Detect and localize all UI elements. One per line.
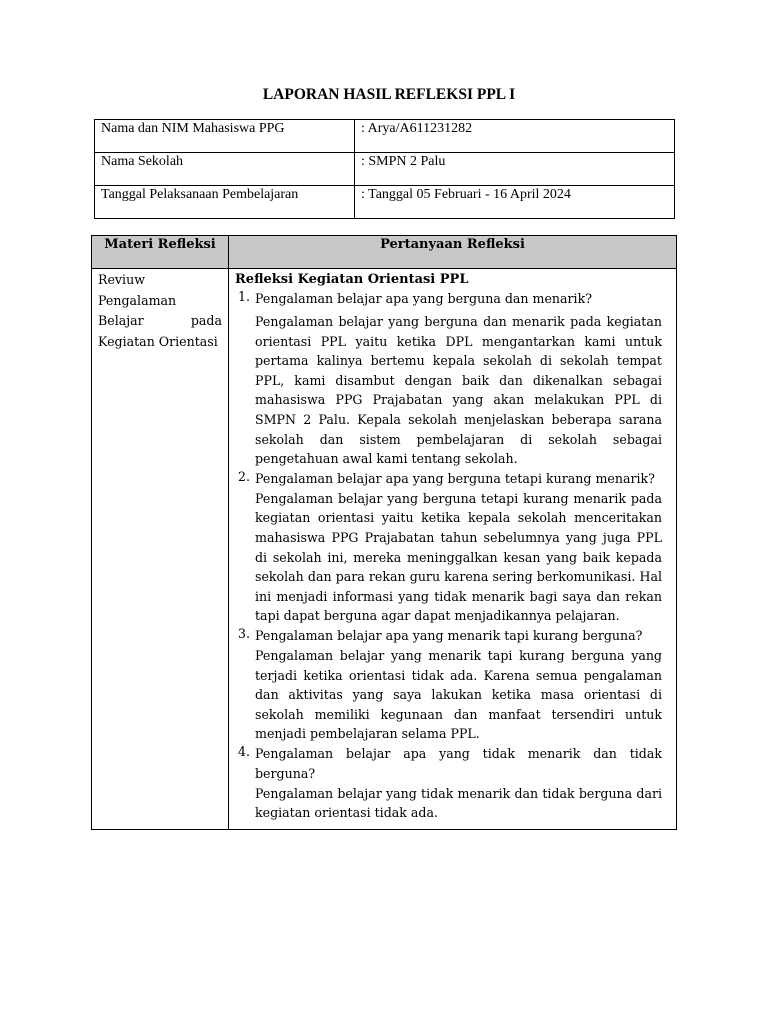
question-text: Pengalaman belajar apa yang menarik tapi kurang berguna? <box>255 627 643 643</box>
materi-line: Reviuw <box>98 272 145 287</box>
question-number: 1. <box>238 289 251 304</box>
question-number: 4. <box>238 743 251 759</box>
info-label: Nama dan NIM Mahasiswa PPG <box>95 120 355 153</box>
table-row <box>92 269 677 830</box>
info-label: Nama Sekolah <box>95 153 355 186</box>
question-number: 2. <box>238 468 251 484</box>
question-text: Pengalaman belajar apa yang berguna tetapi kurang menarik? <box>255 470 655 486</box>
report-title: LAPORAN HASIL REFLEKSI PPL I <box>262 86 516 103</box>
header-materi: Materi Refleksi <box>92 236 229 269</box>
materi-text <box>92 269 228 352</box>
info-value: : Tanggal 05 Februari - 16 April 2024 <box>355 186 675 219</box>
answer-text: Pengalaman belajar yang berguna tetapi kurang menarik pada kegiatan orientasi yaitu ketika kepala sekolah menceritakan mahasiswa PPG Prajabatan tahun sebelumnya yang juga PPL di sekolah ini, mereka meninggalkan kesan yang baik kepada sekolah dan para rekan guru karena sering berkomunikasi. Hal ini menjadi informasi yang tidak menarik bagi saya dan rekan tapi dapat berguna agar dapat menjadikannya pelajaran. <box>255 490 662 624</box>
reflection-table <box>91 235 677 830</box>
list-item <box>235 469 662 626</box>
question-list <box>235 289 662 823</box>
table-row <box>95 153 675 186</box>
info-label: Tanggal Pelaksanaan Pembelajaran <box>95 186 355 219</box>
table-row <box>95 120 675 153</box>
info-value: : SMPN 2 Palu <box>355 153 675 186</box>
list-item <box>235 744 662 823</box>
table-row <box>95 186 675 219</box>
materi-cell <box>92 269 229 830</box>
pertanyaan-cell <box>229 269 677 830</box>
list-item <box>235 626 662 744</box>
question-text: Pengalaman belajar apa yang tidak menarik dan tidak berguna? <box>255 745 662 781</box>
answer-text: Pengalaman belajar yang tidak menarik dan tidak berguna dari kegiatan orientasi tidak ada. <box>255 785 662 821</box>
identity-table <box>94 119 675 219</box>
question-number: 3. <box>238 625 251 641</box>
answer-text: Pengalaman belajar yang menarik tapi kurang berguna yang terjadi ketika orientasi tidak ada. Karena semua pengalaman dan aktivitas yang saya lakukan ketika masa orientasi di sekolah memiliki kegunaan dan manfaat tersendiri untuk menjadi pembelajaran selama PPL. <box>255 647 662 742</box>
section-title: Refleksi Kegiatan Orientasi PPL <box>235 272 469 287</box>
header-pertanyaan: Pertanyaan Refleksi <box>229 236 677 269</box>
materi-line: Kegiatan Orientasi <box>98 333 218 349</box>
table-header-row <box>92 236 677 269</box>
question-text: Pengalaman belajar apa yang berguna dan menarik? <box>255 291 592 306</box>
list-item <box>235 289 662 469</box>
materi-line: Belajar pada <box>98 313 222 328</box>
materi-line: Pengalaman <box>98 292 177 308</box>
info-value: : Arya/A611231282 <box>355 120 675 153</box>
answer-text: Pengalaman belajar yang berguna dan menarik pada kegiatan orientasi PPL yaitu ketika DPL mengantarkan kami untuk pertama kalinya bertemu kepala sekolah di sekolah tempat PPL, kami disambut dengan baik dan dikenalkan sebagai mahasiswa PPG Prajabatan yang akan melakukan PPL di SMPN 2 Palu. Kepala sekolah menjelaskan beberapa sarana sekolah dan sistem pembelajaran di sekolah sebagai pengetahuan awal kami tentang sekolah. <box>255 314 662 467</box>
